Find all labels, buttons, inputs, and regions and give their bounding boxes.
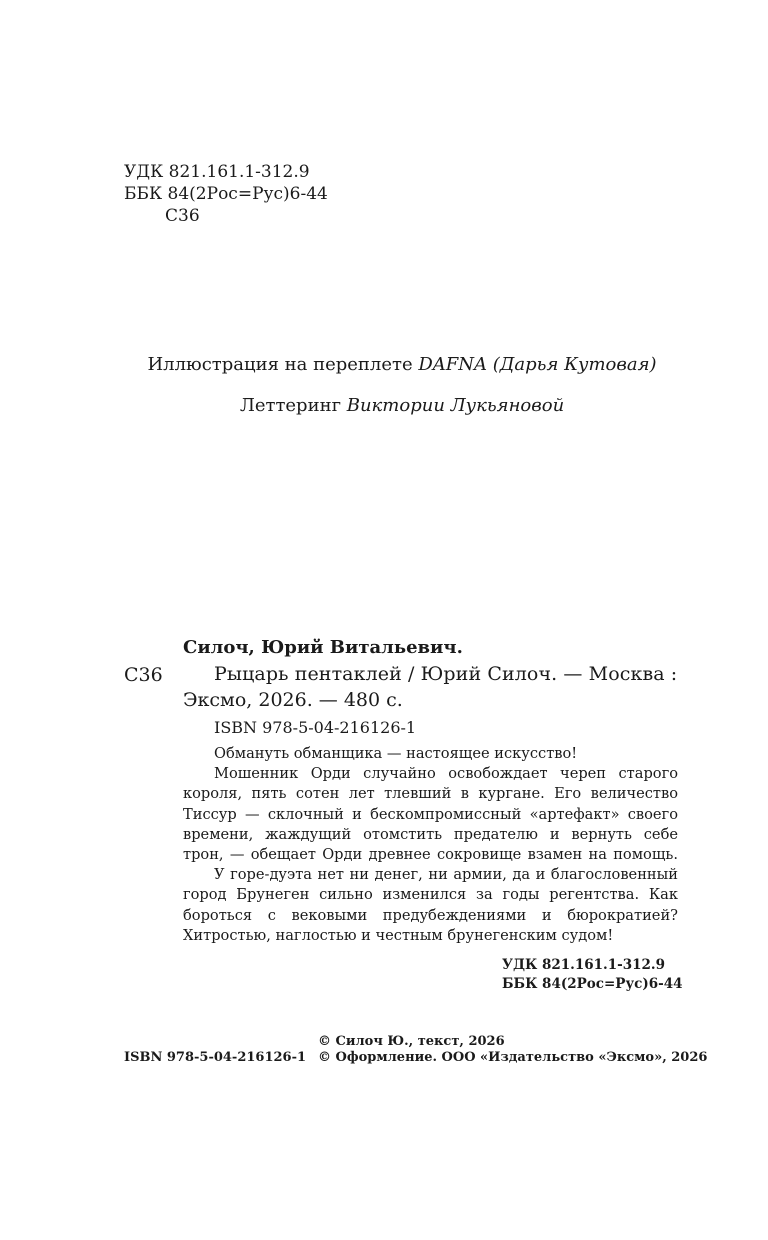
catalog-udk: УДК 821.161.1-312.9 — [502, 957, 665, 973]
lettering-credit — [0, 395, 768, 416]
illustrator-name: DAFNA (Дарья Кутовая) — [418, 354, 657, 375]
catalog-isbn: ISBN 978-5-04-216126-1 — [214, 718, 417, 737]
author-sign: С36 — [165, 206, 200, 226]
abstract-paragraph: У горе-дуэта нет ни денег, ни армии, да и благословенный город Брунеген сильно изменился за годы регентства. Как бороться с вековыми предубеждениями и бюрократией? Хитростью, наглостью и честным брунегенским судом! — [183, 866, 678, 944]
illustration-label: Иллюстрация на переплете — [147, 354, 419, 375]
catalog-author: Силоч, Юрий Витальевич. — [183, 637, 463, 658]
abstract-paragraph: Мошенник Орди случайно освобождает череп старого короля, пять сотен лет тлевший в кургане. Его величество Тиссур — склочный и бескомпромиссный «артефакт» своего времени, жаждущий отомстить предателю и вернуть себе трон, — обещает Орди древнее сокровище взамен на помощь. — [183, 765, 678, 864]
copyright-text: © Силоч Ю., текст, 2026 — [318, 1034, 505, 1049]
udk-code: УДК 821.161.1-312.9 — [124, 162, 310, 182]
lettering-artist-name: Виктории Лукьяновой — [346, 395, 565, 416]
catalog-code: С36 — [124, 664, 163, 686]
catalog-bbk: ББК 84(2Рос=Рус)6-44 — [502, 976, 683, 992]
catalog-title-line1: Рыцарь пентаклей / Юрий Силоч. — Москва : — [214, 663, 678, 685]
bbk-code: ББК 84(2Рос=Рус)6-44 — [124, 184, 328, 204]
abstract-paragraph: Обмануть обманщика — настоящее искусство! — [214, 745, 578, 762]
illustration-credit — [0, 354, 768, 375]
copyright-design: © Оформление. ООО «Издательство «Эксмо», 2026 — [318, 1050, 708, 1065]
imprint-isbn: ISBN 978-5-04-216126-1 — [124, 1050, 307, 1065]
catalog-title-line2: Эксмо, 2026. — 480 с. — [183, 689, 403, 711]
catalog-abstract — [183, 744, 678, 946]
lettering-label: Леттеринг — [239, 395, 347, 416]
